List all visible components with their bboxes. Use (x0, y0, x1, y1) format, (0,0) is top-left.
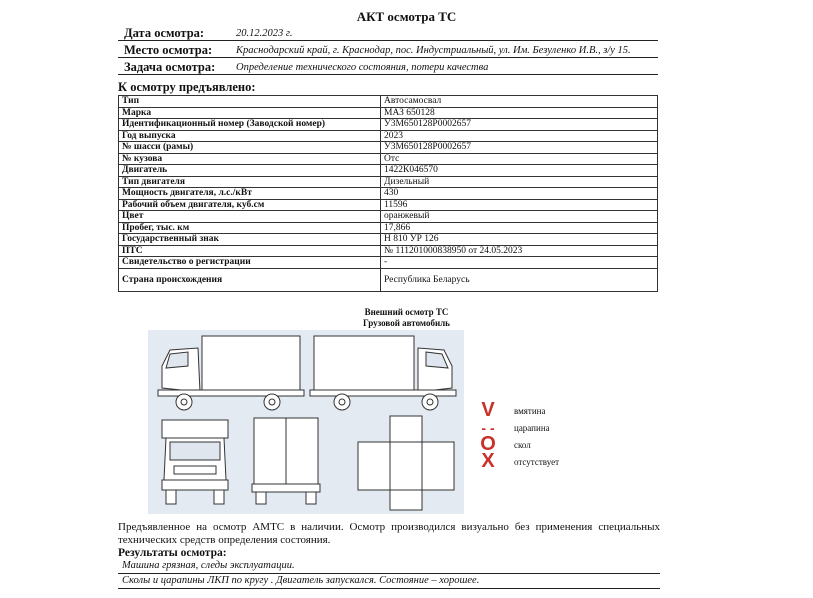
property-row (119, 153, 658, 165)
document-title: АКТ осмотра ТС (356, 9, 457, 24)
property-label: № кузова (119, 153, 381, 165)
property-row (119, 165, 658, 177)
property-label: Марка (119, 107, 381, 119)
property-row (119, 199, 658, 211)
result-line-2: Сколы и царапины ЛКП по кругу . Двигатель запускался. Состояние – хорошее. (122, 575, 480, 586)
legend-item (478, 450, 560, 472)
damage-legend (478, 399, 560, 472)
property-label: Страна происхождения (119, 268, 381, 291)
results-divider (118, 573, 660, 574)
header-divider (118, 57, 658, 58)
legend-symbol: - - (481, 419, 495, 436)
property-label: Тип двигателя (119, 176, 381, 188)
property-label: Свидетельство о регистрации (119, 257, 381, 269)
date-label: Дата осмотра: (124, 26, 205, 40)
property-row (119, 96, 658, 108)
property-label: Мощность двигателя, л.с./кВт (119, 188, 381, 200)
result-line-1: Машина грязная, следы эксплуатации. (122, 560, 295, 571)
property-row (119, 176, 658, 188)
property-label: Идентификационный номер (Заводской номер) (119, 119, 381, 131)
presented-title: К осмотру предъявлено: (118, 80, 256, 94)
property-value: Республика Беларусь (381, 268, 658, 291)
property-value: У3М650128Р0002657 (381, 142, 658, 154)
property-label: Рабочий объем двигателя, куб.см (119, 199, 381, 211)
legend-item (478, 399, 559, 421)
diagram-caption (0, 307, 813, 329)
property-value: № 111201000838950 от 24.05.2023 (381, 245, 658, 257)
legend-label: вмятина (514, 405, 546, 416)
property-label: Двигатель (119, 165, 381, 177)
property-value: Автосамосвал (381, 96, 658, 108)
property-row (119, 119, 658, 131)
property-value: 11596 (381, 199, 658, 211)
legend-label: царапина (514, 422, 550, 433)
property-label: Государственный знак (119, 234, 381, 246)
property-label: Цвет (119, 211, 381, 223)
property-value: - (381, 257, 658, 269)
task-label: Задача осмотра: (124, 60, 216, 74)
property-value: 17,866 (381, 222, 658, 234)
header-divider (118, 40, 658, 41)
inspection-note: Предъявленное на осмотр АМТС в наличии. Осмотр производился визуально без применения специальных технических средств определения состояния. (118, 521, 660, 546)
results-divider (118, 588, 660, 589)
legend-symbol: O (480, 433, 496, 455)
truck-inspection-drawing (148, 330, 464, 514)
property-value: Отс (381, 153, 658, 165)
truck-rear-view (252, 418, 320, 504)
property-value: оранжевый (381, 211, 658, 223)
task-value: Определение технического состояния, потери качества (236, 62, 489, 73)
results-title: Результаты осмотра: (118, 547, 227, 559)
property-row (119, 257, 658, 269)
property-label: № шасси (рамы) (119, 142, 381, 154)
legend-label: отсутствует (514, 456, 560, 467)
property-value: У3М650128Р0002657 (381, 119, 658, 131)
header-divider (118, 74, 658, 75)
place-value: Краснодарский край, г. Краснодар, пос. Индустриальный, ул. Им. Безуленко И.В., з/у 15. (236, 45, 631, 56)
property-label: Год выпуска (119, 130, 381, 142)
property-value: Н 810 УР 126 (381, 234, 658, 246)
property-label: Тип (119, 96, 381, 108)
legend-symbol: V (481, 399, 495, 421)
legend-label: скол (514, 439, 531, 450)
property-row (119, 268, 658, 291)
property-value: 430 (381, 188, 658, 200)
property-row (119, 107, 658, 119)
property-row (119, 245, 658, 257)
property-row (119, 130, 658, 142)
property-row (119, 142, 658, 154)
diagram-caption-line2: Грузовой автомобиль (363, 318, 450, 328)
property-label: ПТС (119, 245, 381, 257)
property-row (119, 234, 658, 246)
legend-symbol: X (481, 450, 495, 472)
property-value: Дизельный (381, 176, 658, 188)
vehicle-properties-table (118, 95, 658, 292)
diagram-caption-line1: Внешний осмотр ТС (364, 307, 449, 317)
property-value: МАЗ 650128 (381, 107, 658, 119)
property-value: 1422К046570 (381, 165, 658, 177)
property-row (119, 188, 658, 200)
property-label: Пробег, тыс. км (119, 222, 381, 234)
place-label: Место осмотра: (124, 43, 213, 57)
property-value: 2023 (381, 130, 658, 142)
property-row (119, 222, 658, 234)
date-value: 20.12.2023 г. (236, 28, 293, 39)
property-row (119, 211, 658, 223)
